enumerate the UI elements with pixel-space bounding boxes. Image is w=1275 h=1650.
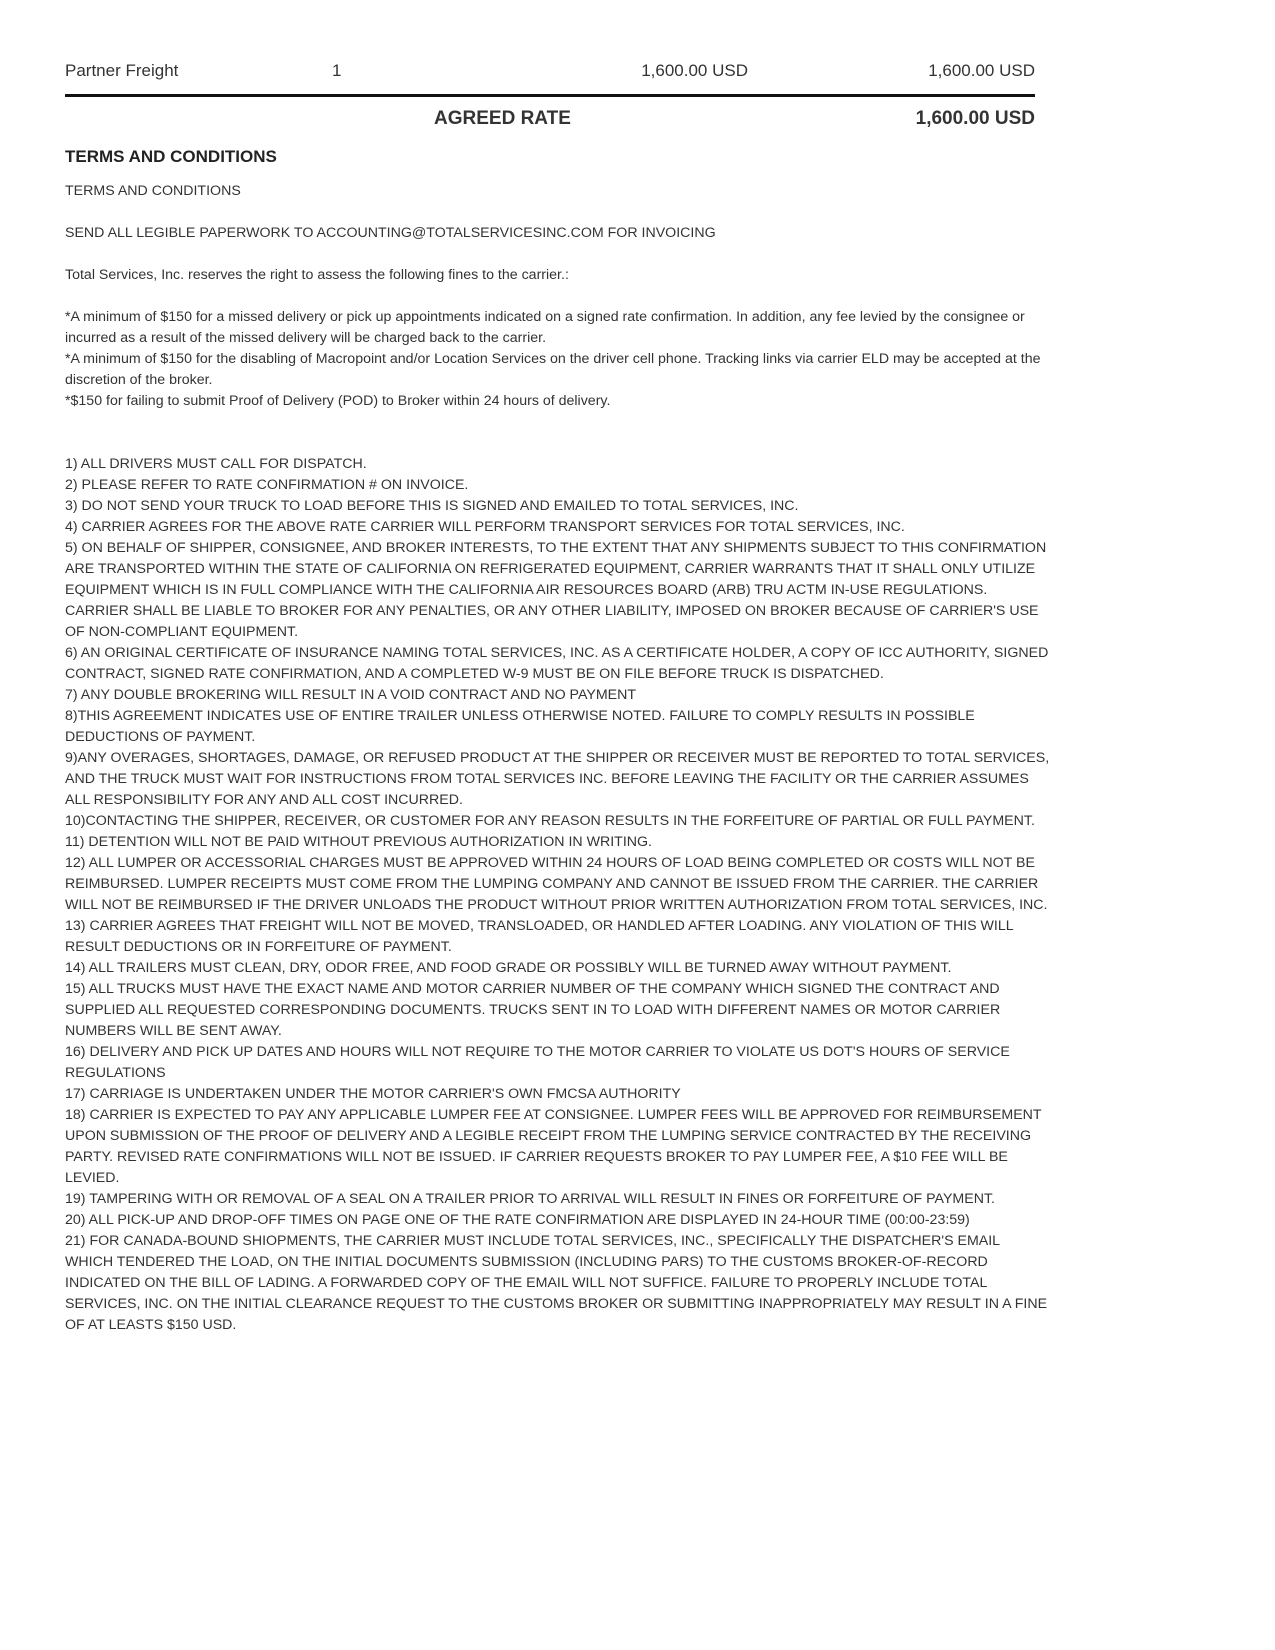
spacer (65, 244, 1050, 265)
agreed-rate-row (65, 108, 1035, 134)
terms-heading: TERMS AND CONDITIONS (65, 147, 277, 166)
clause-item: 20) ALL PICK-UP AND DROP-OFF TIMES ON PAGE ONE OF THE RATE CONFIRMATION ARE DISPLAYED IN 24-HOUR TIME (00:00-23:59) (65, 1212, 970, 1228)
clause-item: 6) AN ORIGINAL CERTIFICATE OF INSURANCE NAMING TOTAL SERVICES, INC. AS A CERTIFICATE HOLDER, A COPY OF ICC AUTHORITY, SIGNED CONTRACT, SIGNED RATE CONFIRMATION, AND A COMPLETED W-9 MUST BE ON FILE BEFORE TRUCK IS DISPATCHED. (65, 645, 1049, 682)
clause-item: 12) ALL LUMPER OR ACCESSORIAL CHARGES MUST BE APPROVED WITHIN 24 HOURS OF LOAD BEING COMPLETED OR COSTS WILL NOT BE REIMBURSED. LUMPER RECEIPTS MUST COME FROM THE LUMPING COMPANY AND CANNOT BE ISSUED FROM THE CARRIER. THE CARRIER WILL NOT BE REIMBURSED IF THE DRIVER UNLOADS THE PRODUCT WITHOUT PRIOR WRITTEN AUTHORIZATION FROM TOTAL SERVICES, INC. (65, 855, 1048, 913)
spacer (65, 286, 1050, 307)
clause-item: 13) CARRIER AGREES THAT FREIGHT WILL NOT BE MOVED, TRANSLOADED, OR HANDLED AFTER LOADING. ANY VIOLATION OF THIS WILL RESULT DEDUCTIONS OR IN FORFEITURE OF PAYMENT. (65, 918, 1014, 955)
fine-item: *A minimum of $150 for a missed delivery or pick up appointments indicated on a signed rate confirmation. In addition, any fee levied by the consignee or incurred as a result of the missed delivery will be charged back to the carrier. (65, 309, 1025, 346)
clause-item: 11) DETENTION WILL NOT BE PAID WITHOUT PREVIOUS AUTHORIZATION IN WRITING. (65, 834, 652, 850)
line-item-row (65, 61, 1035, 85)
clause-item: 17) CARRIAGE IS UNDERTAKEN UNDER THE MOTOR CARRIER'S OWN FMCSA AUTHORITY (65, 1086, 681, 1102)
clause-item: 3) DO NOT SEND YOUR TRUCK TO LOAD BEFORE THIS IS SIGNED AND EMAILED TO TOTAL SERVICES, INC. (65, 498, 799, 514)
fine-item: *$150 for failing to submit Proof of Delivery (POD) to Broker within 24 hours of delivery. (65, 393, 611, 409)
clause-item: 15) ALL TRUCKS MUST HAVE THE EXACT NAME AND MOTOR CARRIER NUMBER OF THE COMPANY WHICH SIGNED THE CONTRACT AND SUPPLIED ALL REQUESTED CORRESPONDING DOCUMENTS. TRUCKS SENT IN TO LOAD WITH DIFFERENT NAMES OR MOTOR CARRIER NUMBERS WILL BE SENT AWAY. (65, 981, 1001, 1039)
line-item-rate: 1,600.00 USD (641, 61, 748, 80)
line-item-quantity: 1 (332, 61, 342, 80)
agreed-rate-label: AGREED RATE (434, 108, 571, 129)
clause-item: 4) CARRIER AGREES FOR THE ABOVE RATE CARRIER WILL PERFORM TRANSPORT SERVICES FOR TOTAL SERVICES, INC. (65, 519, 905, 535)
clause-item: 18) CARRIER IS EXPECTED TO PAY ANY APPLICABLE LUMPER FEE AT CONSIGNEE. LUMPER FEES WILL BE APPROVED FOR REIMBURSEMENT UPON SUBMISSION OF THE PROOF OF DELIVERY AND A LEGIBLE RECEIPT FROM THE LUMPING SERVICE CONTRACTED BY THE RECEIVING PARTY. REVISED RATE CONFIRMATIONS WILL NOT BE ISSUED. IF CARRIER REQUESTS BROKER TO PAY LUMPER FEE, A $10 FEE WILL BE LEVIED. (65, 1107, 1042, 1186)
terms-body (65, 181, 1050, 1336)
line-item-description: Partner Freight (65, 61, 179, 80)
clause-item: 14) ALL TRAILERS MUST CLEAN, DRY, ODOR FREE, AND FOOD GRADE OR POSSIBLY WILL BE TURNED AWAY WITHOUT PAYMENT. (65, 960, 952, 976)
fines-intro: Total Services, Inc. reserves the right to assess the following fines to the carrier.: (65, 267, 569, 283)
clause-item: 5) ON BEHALF OF SHIPPER, CONSIGNEE, AND BROKER INTERESTS, TO THE EXTENT THAT ANY SHIPMENTS SUBJECT TO THIS CONFIRMATION ARE TRANSPORTED WITHIN THE STATE OF CALIFORNIA ON REFRIGERATED EQUIPMENT, CARRIER WARRANTS THAT IT SHALL ONLY UTILIZE EQUIPMENT WHICH IS IN FULL COMPLIANCE WITH THE CALIFORNIA AIR RESOURCES BOARD (ARB) TRU ACTM IN-USE REGULATIONS. CARRIER SHALL BE LIABLE TO BROKER FOR ANY PENALTIES, OR ANY OTHER LIABILITY, IMPOSED ON BROKER BECAUSE OF CARRIER'S USE OF NON-COMPLIANT EQUIPMENT. (65, 540, 1047, 640)
line-item-total: 1,600.00 USD (928, 61, 1035, 80)
agreed-rate-amount: 1,600.00 USD (915, 108, 1035, 129)
clause-item: 10)CONTACTING THE SHIPPER, RECEIVER, OR CUSTOMER FOR ANY REASON RESULTS IN THE FORFEITURE OF PARTIAL OR FULL PAYMENT. (65, 813, 1035, 829)
clause-item: 8)THIS AGREEMENT INDICATES USE OF ENTIRE TRAILER UNLESS OTHERWISE NOTED. FAILURE TO COMPLY RESULTS IN POSSIBLE DEDUCTIONS OF PAYMENT. (65, 708, 975, 745)
divider (65, 94, 1035, 97)
clause-item: 16) DELIVERY AND PICK UP DATES AND HOURS WILL NOT REQUIRE TO THE MOTOR CARRIER TO VIOLATE US DOT'S HOURS OF SERVICE REGULATIONS (65, 1044, 1010, 1081)
clause-item: 19) TAMPERING WITH OR REMOVAL OF A SEAL ON A TRAILER PRIOR TO ARRIVAL WILL RESULT IN FINES OR FORFEITURE OF PAYMENT. (65, 1191, 995, 1207)
spacer (65, 202, 1050, 223)
spacer (65, 433, 1050, 454)
clause-item: 9)ANY OVERAGES, SHORTAGES, DAMAGE, OR REFUSED PRODUCT AT THE SHIPPER OR RECEIVER MUST BE REPORTED TO TOTAL SERVICES, AND THE TRUCK MUST WAIT FOR INSTRUCTIONS FROM TOTAL SERVICES INC. BEFORE LEAVING THE FACILITY OR THE CARRIER ASSUMES ALL RESPONSIBILITY FOR ANY AND ALL COST INCURRED. (65, 750, 1050, 808)
fine-item: *A minimum of $150 for the disabling of Macropoint and/or Location Services on the driver cell phone. Tracking links via carrier ELD may be accepted at the discretion of the broker. (65, 351, 1041, 388)
clause-item: 7) ANY DOUBLE BROKERING WILL RESULT IN A VOID CONTRACT AND NO PAYMENT (65, 687, 637, 703)
clause-item: 2) PLEASE REFER TO RATE CONFIRMATION # ON INVOICE. (65, 477, 469, 493)
clause-item: 1) ALL DRIVERS MUST CALL FOR DISPATCH. (65, 456, 367, 472)
clause-item: 21) FOR CANADA-BOUND SHIOPMENTS, THE CARRIER MUST INCLUDE TOTAL SERVICES, INC., SPECIFICALLY THE DISPATCHER'S EMAIL WHICH TENDERED THE LOAD, ON THE INITIAL DOCUMENTS SUBMISSION (INCLUDING PARS) TO THE CUSTOMS BROKER-OF-RECORD INDICATED ON THE BILL OF LADING. A FORWARDED COPY OF THE EMAIL WILL NOT SUFFICE. FAILURE TO PROPERLY INCLUDE TOTAL SERVICES, INC. ON THE INITIAL CLEARANCE REQUEST TO THE CUSTOMS BROKER OR SUBMITTING INAPPROPRIATELY MAY RESULT IN A FINE OF AT LEASTS $150 USD. (65, 1233, 1048, 1333)
terms-subheading: TERMS AND CONDITIONS (65, 183, 241, 199)
spacer (65, 412, 1050, 433)
paperwork-notice: SEND ALL LEGIBLE PAPERWORK TO ACCOUNTING@TOTALSERVICESINC.COM FOR INVOICING (65, 225, 716, 241)
